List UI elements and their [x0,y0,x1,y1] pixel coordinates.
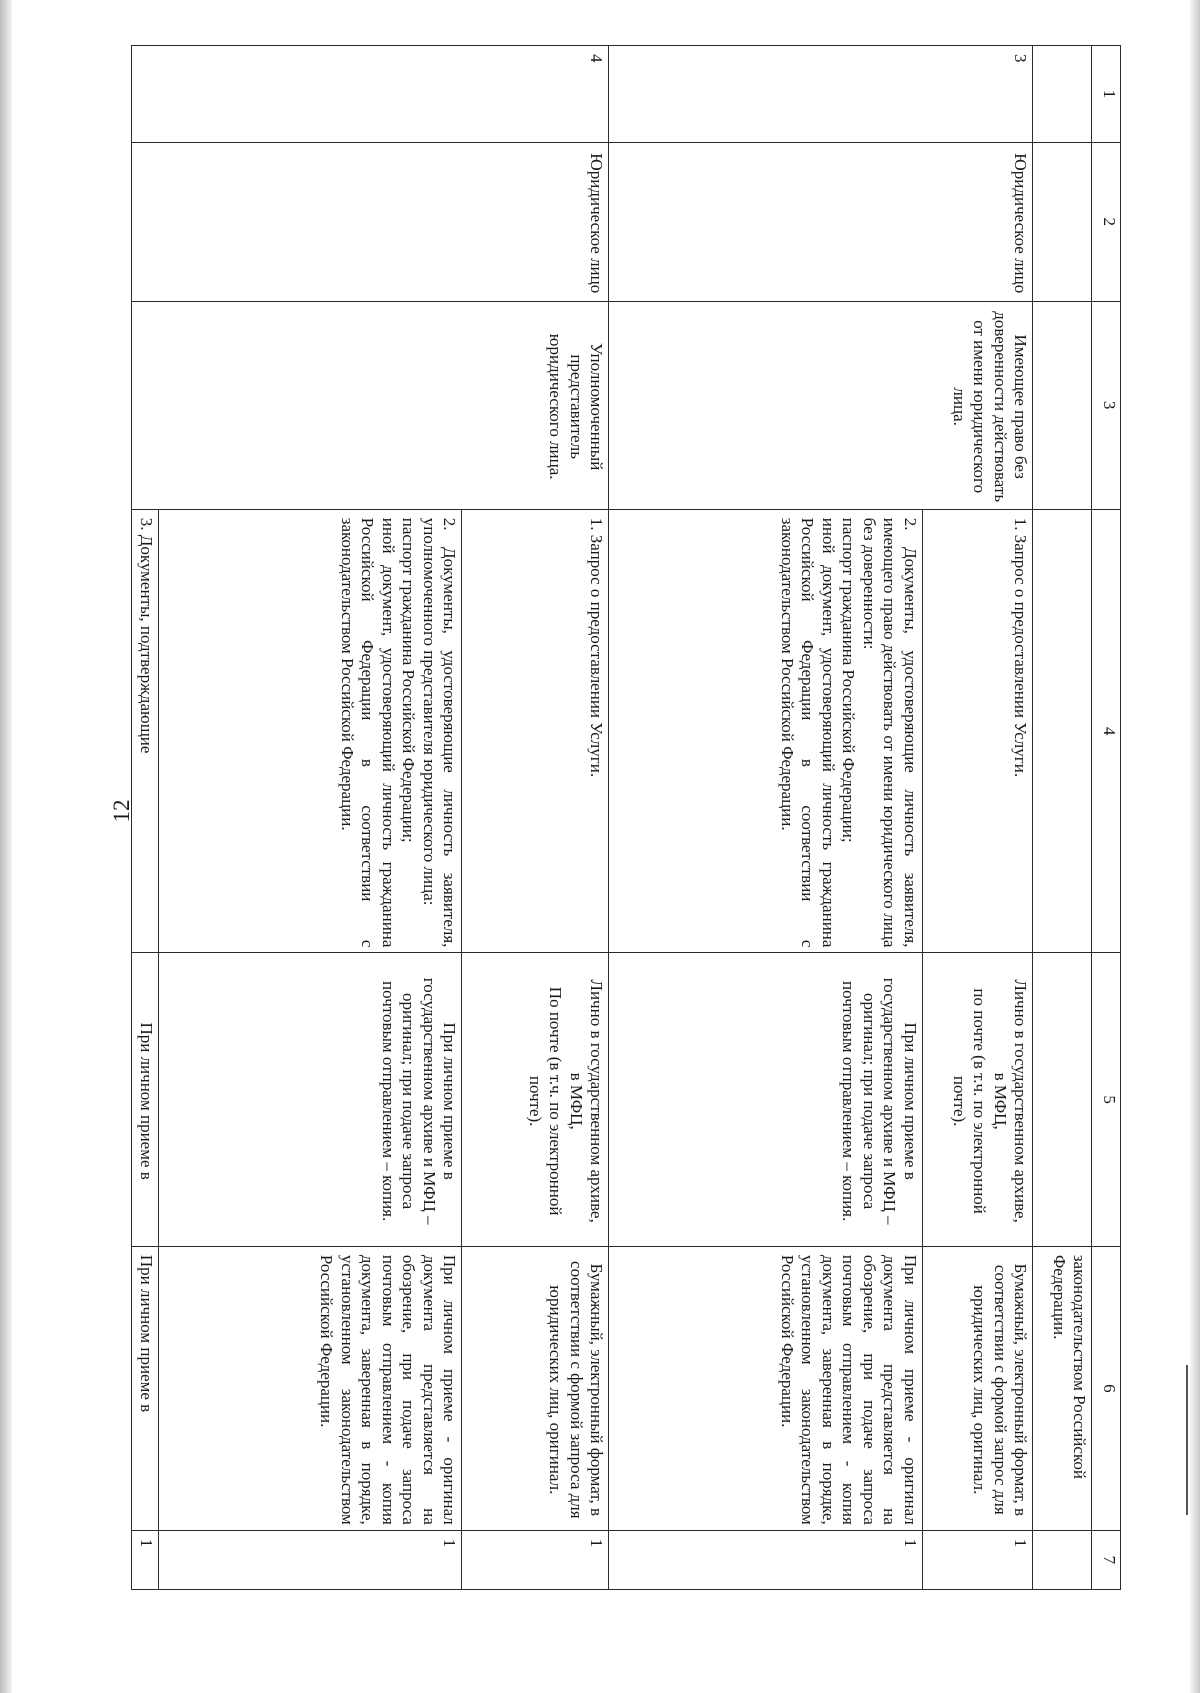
method-cell: При личном приеме в государственном архиве и МФЦ – оригинал; при подаче запроса почтовым отправлением – копия. [609,953,923,1246]
document-cell: 1. Запрос о предоставлении Услуги. [462,509,609,953]
applicant-cell: Юридическое лицо [609,143,1033,302]
column-number: 6 [1092,1246,1121,1530]
method-cell: Лично в государственном архиве, в МФЦ, по почте (в т.ч. по электронной почте). [922,953,1032,1246]
format-cell: Бумажный, электронный формат, в соответствии с формой запрос для юридических лиц, оригинал. [922,1246,1032,1530]
method-cell: При личном приеме в [132,953,159,1246]
column-number: 2 [1092,143,1121,302]
document-cell: 2. Документы, удостоверяющие личность заявителя, уполномоченного представителя юридического лица: паспорт гражданина Российской Федерации; иной документ, удостоверяющий личность гражданина Российской Федерации в соответствии с законодательством Российской Федерации. [159,509,462,953]
applicant-cell: Юридическое лицо [132,143,609,302]
row-number: 3 [609,46,1033,143]
page-number: 12 [109,799,134,823]
column-number: 1 [1092,46,1121,143]
scan-mark [1186,1365,1188,1515]
rotated-table-container [131,45,1121,1590]
method-cell: При личном приеме в государственном архиве и МФЦ – оригинал; при подаче запроса почтовым отправлением – копия. [159,953,462,1246]
column-number: 4 [1092,509,1121,953]
column-number: 3 [1092,301,1121,509]
quantity-cell: 1 [609,1530,923,1589]
column-number: 7 [1092,1530,1121,1589]
continuation-row [1033,46,1092,1590]
category-cell: Имеющее право без доверенности действовать от имени юридического лица. [609,301,1033,509]
format-cell: При личном приеме в [132,1246,159,1530]
continuation-text: законодательством Российской Федерации. [1033,1246,1092,1530]
table-row [922,46,1032,1590]
method-cell: Лично в государственном архиве, в МФЦ, По почте (в т.ч. по электронной почте). [462,953,609,1246]
documents-table [131,45,1121,1590]
quantity-cell: 1 [159,1530,462,1589]
column-numbers-row [1092,46,1121,1590]
quantity-cell: 1 [922,1530,1032,1589]
quantity-cell: 1 [132,1530,159,1589]
table-row [462,46,609,1590]
format-cell: При личном приеме - оригинал документа представляется на обозрение, при подаче запроса почтовым отправлением - копия документа, заверенная в порядке, установленном законодательством Российской Федерации. [609,1246,923,1530]
column-number: 5 [1092,953,1121,1246]
document-cell: 3. Документы, подтверждающие [132,509,159,953]
scan-edge-right [1190,0,1200,1693]
document-cell: 1. Запрос о предоставлении Услуги. [922,509,1032,953]
format-cell: Бумажный, электронный формат, в соответствии с формой запроса для юридических лиц, оригинал. [462,1246,609,1530]
row-number: 4 [132,46,609,143]
quantity-cell: 1 [462,1530,609,1589]
category-cell: Уполномоченный представитель юридического лица. [132,301,609,509]
format-cell: При личном приеме - оригинал документа представляется на обозрение, при подаче запроса почтовым отправлением - копия документа, заверенная в порядке, установленном законодательством Российской Федерации. [159,1246,462,1530]
document-cell: 2. Документы, удостоверяющие личность заявителя, имеющего право действовать от имени юридического лица без доверенности: паспорт гражданина Российской Федерации; иной документ, удостоверяющий личность гражданина Российской Федерации в соответствии с законодательством Российской Федерации. [609,509,923,953]
scan-edge-left [0,0,12,1693]
